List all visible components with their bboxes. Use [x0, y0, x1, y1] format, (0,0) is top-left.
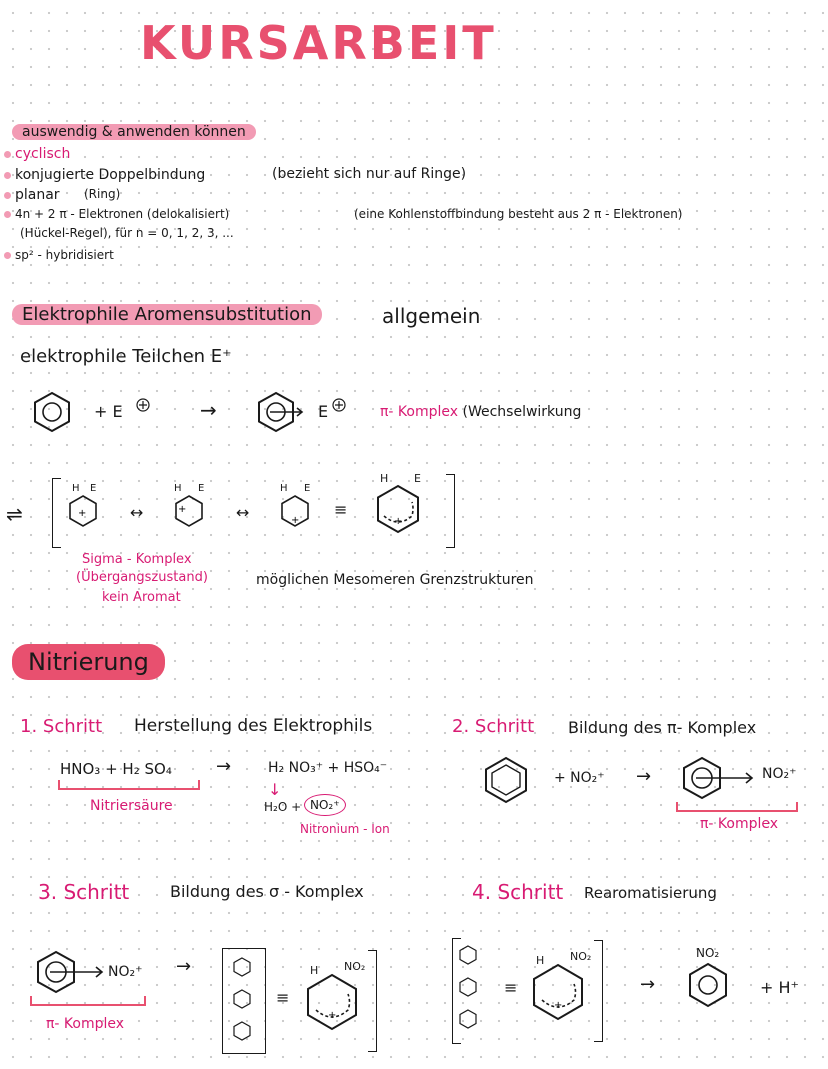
- no2-circled: [304, 794, 346, 816]
- svg-text:+: +: [291, 515, 300, 526]
- sigma-ring-step3: [304, 972, 360, 1032]
- equiv-sign: ≡: [334, 500, 348, 519]
- sigma-ring-delocalized: [374, 482, 422, 534]
- bullet-sp2: [4, 248, 114, 262]
- sigma-h-4: H: [380, 472, 389, 485]
- left-bracket: [52, 478, 61, 548]
- step2-text: Bildung des π- Komplex: [568, 718, 757, 737]
- title-text: KURSARBEIT: [140, 16, 497, 70]
- step1-arrow: →: [216, 756, 232, 777]
- step1-underline: [58, 780, 200, 790]
- pi-note-text: (Wechselwirkung: [462, 404, 582, 420]
- note-ringe: (bezieht sich nur auf Ringe): [272, 166, 467, 182]
- mini-sigma-1: [232, 956, 252, 978]
- step3-no2: NO₂: [344, 960, 366, 973]
- mini-sigma-4: [458, 944, 478, 966]
- sigma-e-2: E: [198, 483, 205, 494]
- page-title: [140, 16, 497, 70]
- bullet-text: cyclisch: [15, 146, 71, 162]
- nitronium-label: Nitronium - Ion: [300, 822, 390, 836]
- step1-eq-right: H₂ NO₃⁺ + HSO₄⁻: [268, 760, 388, 776]
- sigma-h-2: H: [174, 483, 182, 494]
- nitrobenzene: [686, 962, 730, 1010]
- step3-right-bracket: [368, 950, 377, 1052]
- step4-right-bracket: [594, 940, 603, 1042]
- e-label: E: [318, 402, 329, 421]
- pi-complex-label: [380, 404, 581, 420]
- mini-sigma-5: [458, 976, 478, 998]
- step4-arrow: →: [640, 974, 656, 995]
- note-huckel: (Hückel-Regel), für n = 0, 1, 2, 3, ...: [20, 226, 234, 240]
- heading-text: auswendig & anwenden können: [22, 124, 246, 140]
- sigma-e-4: E: [414, 472, 421, 485]
- bullet-dot: [4, 151, 11, 158]
- section-heading-nitrierung: [12, 644, 165, 680]
- step1-title: 1. Schritt: [20, 716, 103, 737]
- sigma-ring-2: [174, 492, 204, 528]
- svg-text:+: +: [394, 516, 403, 527]
- sigma-ring-3: [280, 492, 310, 528]
- bullet-doppelbindung: [4, 167, 205, 183]
- sigma-e-3: E: [304, 483, 311, 494]
- bullet-dot: [4, 192, 11, 199]
- step4-equiv: ≡: [504, 978, 518, 997]
- step4-no2: NO₂: [570, 950, 592, 963]
- section-heading-eas: [12, 304, 322, 325]
- no2-label-step2: NO₂⁺: [762, 766, 797, 782]
- step4-h: H: [536, 954, 545, 967]
- equilibrium-arrow: ⇌: [6, 502, 23, 526]
- heading-text: Elektrophile Aromensubstitution: [22, 304, 312, 325]
- step1-eq-left: HNO₃ + H₂ SO₄: [60, 760, 172, 778]
- pi-complex-step3: [34, 950, 106, 994]
- bullet-cyclisch: [4, 146, 70, 162]
- no2-label-step3: NO₂⁺: [108, 964, 143, 980]
- bullet-dot: [4, 172, 11, 179]
- heading-text: Nitrierung: [28, 648, 149, 676]
- svg-text:+: +: [328, 1010, 337, 1021]
- step3-title: 3. Schritt: [38, 880, 130, 904]
- subheading-electrophile: elektrophile Teilchen E⁺: [20, 346, 232, 367]
- sigma-e-1: E: [90, 483, 97, 494]
- pi-complex-step2: [680, 756, 758, 800]
- step1-text: Herstellung des Elektrophils: [134, 716, 373, 736]
- note-ring: (Ring): [84, 187, 121, 201]
- mini-sigma-6: [458, 1008, 478, 1030]
- bullet-dot: [4, 211, 11, 218]
- pi-komplex-label-3: π- Komplex: [46, 1016, 125, 1032]
- sigma-h-3: H: [280, 483, 288, 494]
- mesomer-label: möglichen Mesomeren Grenzstrukturen: [256, 572, 534, 588]
- step2-underline: [676, 802, 798, 812]
- step3-underline: [30, 996, 146, 1006]
- step3-text: Bildung des σ - Komplex: [170, 882, 364, 901]
- circled-plus-icon: [332, 398, 346, 412]
- sigma-ring-step4: [530, 962, 586, 1022]
- product-no2: NO₂: [696, 946, 720, 960]
- nitriersaure-label: Nitriersäure: [90, 798, 173, 814]
- down-arrow: ↓: [268, 780, 282, 799]
- pi-label-text: π- Komplex: [380, 404, 459, 420]
- no2-circled-text: NO₂⁺: [310, 798, 340, 812]
- sigma-label: [82, 552, 192, 567]
- step3-equiv: ≡: [276, 988, 290, 1007]
- pi-komplex-label-2: π- Komplex: [700, 816, 779, 832]
- benzene-ring-step2: [482, 756, 530, 804]
- svg-text:+: +: [78, 508, 87, 519]
- mini-sigma-3: [232, 1020, 252, 1042]
- bullet-dot: [4, 252, 11, 259]
- h2o-plus: H₂O +: [264, 800, 302, 814]
- plus-no2: + NO₂⁺: [554, 770, 605, 786]
- sigma-note-text: (Übergangszustand): [76, 570, 208, 585]
- kein-aromat-text: kein Aromat: [102, 590, 181, 605]
- section-heading-auswendig: [12, 124, 256, 140]
- kein-aromat: [102, 590, 181, 605]
- step4-title: 4. Schritt: [472, 880, 564, 904]
- note-kohlenstoff: (eine Kohlenstoffbindung besteht aus 2 π - Elektronen): [354, 207, 683, 221]
- heading-suffix: allgemein: [382, 304, 481, 328]
- bullet-text: sp² - hybridisiert: [15, 248, 114, 262]
- step2-title: 2. Schritt: [452, 716, 535, 737]
- bullet-text: planar: [15, 187, 60, 203]
- sigma-ring-1: [68, 492, 98, 528]
- svg-text:+: +: [554, 1000, 563, 1011]
- resonance-arrow-2: ↔: [236, 503, 250, 522]
- bullet-text: 4n + 2 π - Elektronen (delokalisiert): [15, 207, 230, 221]
- plus-h: + H⁺: [760, 978, 799, 997]
- bullet-text: konjugierte Doppelbindung: [15, 167, 206, 183]
- benzene-ring: [32, 392, 72, 432]
- plus-e: + E: [94, 402, 123, 421]
- resonance-arrow-1: ↔: [130, 503, 144, 522]
- reaction-arrow: →: [200, 398, 217, 422]
- bullet-planar: [4, 187, 60, 203]
- step3-arrow: →: [176, 956, 192, 977]
- svg-text:+: +: [178, 504, 187, 515]
- sigma-h-1: H: [72, 483, 80, 494]
- bullet-4n2: [4, 207, 229, 221]
- sigma-note: [76, 570, 208, 585]
- step4-text: Rearomatisierung: [584, 884, 717, 902]
- pi-complex-structure: [256, 392, 304, 432]
- right-bracket: [446, 474, 455, 548]
- step3-h: H: [310, 964, 319, 977]
- mini-sigma-2: [232, 988, 252, 1010]
- step2-arrow: →: [636, 766, 652, 787]
- circled-plus-icon: [136, 398, 150, 412]
- sigma-label-text: Sigma - Komplex: [82, 552, 192, 567]
